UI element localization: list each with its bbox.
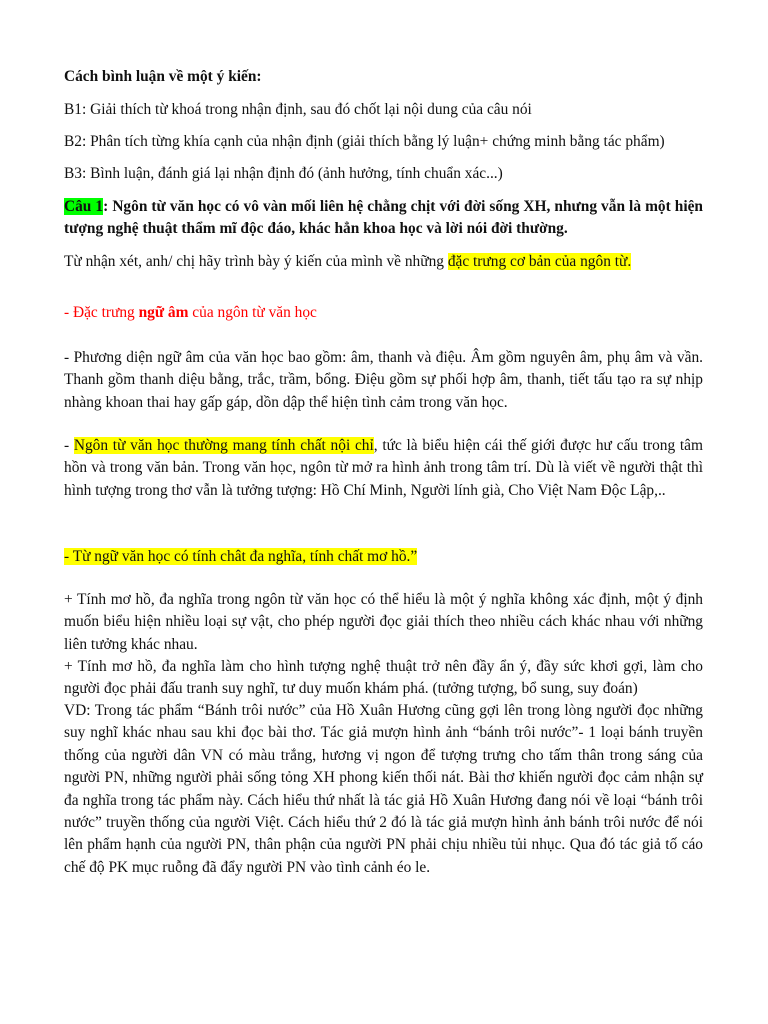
step-3: B3: Bình luận, đánh giá lại nhận định đó (ảnh hưởng, tính chuẩn xác...) (64, 165, 503, 182)
section-heading-suffix: của ngôn từ văn học (188, 304, 317, 321)
step-2: B2: Phân tích từng khía cạnh của nhận định (giải thích bằng lý luận+ chứng minh bằng tác phẩm) (64, 133, 665, 150)
paragraph-rest: , tức là biểu hiện cái thế giới được hư cấu trong tâm hồn và trong văn bản. Trong văn học, ngôn từ mở ra hình ảnh trong tâm trí. Dù là viết về người thật thì hình tượng trong thơ vẫn là tưởng tượng: Hồ Chí Minh, Người lính già, Cho Việt Nam Độc Lập,.. (64, 437, 703, 499)
question-label: Câu 1 (64, 198, 104, 215)
section-heading-phonetics (64, 302, 317, 324)
paragraph-internal-reference (64, 435, 703, 502)
question-colon: : (103, 198, 109, 215)
paragraph-dash: - (64, 437, 74, 454)
step-1: B1: Giải thích từ khoá trong nhận định, sau đó chốt lại nội dung của câu nói (64, 101, 532, 118)
paragraph-example: VD: Trong tác phẩm “Bánh trôi nước” của Hồ Xuân Hương cũng gợi lên trong lòng người đọc những suy nghĩ khác nhau sau khi đọc bài thơ. Tác giả mượn hình ảnh “bánh trôi nước”- 1 loại bánh truyền thống của người dân VN có màu trắng, hương vị ngon để tượng trưng cho tấm thân trong sáng của người PN, những người phải sống tỏng XH phong kiến thối nát. Bài thơ khiến người đọc cảm nhận sự đa nghĩa trong tác phẩm này. Cách hiểu thứ nhất là tác giả Hồ Xuân Hương đang nói về loại “bánh trôi nước” truyền thống của người Việt. Cách hiểu thứ 2 đó là tác giả mượn hình ảnh bánh trôi nước để nói lên phẩm hạnh của người PN, thân phận của người PN phải chịu nhiều tủi nhục. Qua đó tác giả tố cáo chế độ PK mục ruỗng đã đẩy người PN vào tình cảnh éo le. (64, 702, 703, 876)
question-text: Ngôn từ văn học có vô vàn mối liên hệ chằng chịt với đời sống XH, nhưng vẫn là một hiện tượng nghệ thuật thẩm mĩ độc đáo, khác hẳn khoa học và lời nói đời thường. (64, 198, 703, 238)
prompt (64, 251, 703, 273)
document-heading: Cách bình luận về một ý kiến: (64, 68, 262, 85)
paragraph-phonetics: - Phương diện ngữ âm của văn học bao gồm: âm, thanh và điệu. Âm gồm nguyên âm, phụ âm và vần. Thanh gồm thanh diệu bằng, trắc, trầm, bổng. Điệu gồm sự phối hợp âm, thanh, tiết tấu tạo ra sự nhịp nhàng khoan thai hay gấp gáp, dồn dập thể hiện tình cảm trong văn học. (64, 349, 703, 411)
paragraph-ambiguity-effect: + Tính mơ hồ, đa nghĩa làm cho hình tượng nghệ thuật trở nên đầy ẩn ý, đầy sức khơi gợi, làm cho người đọc phải đấu tranh suy nghĩ, tư duy muốn khám phá. (tưởng tượng, bổ sung, suy đoán) (64, 658, 703, 698)
question-1 (64, 196, 703, 241)
section-heading-prefix: - Đặc trưng (64, 304, 139, 321)
section-heading-ambiguity-text: - Từ ngữ văn học có tính chât đa nghĩa, tính chất mơ hồ.” (64, 548, 418, 565)
section-heading-ambiguity (64, 546, 417, 568)
paragraph-ambiguity-definition: + Tính mơ hồ, đa nghĩa trong ngôn từ văn học có thể hiểu là một ý nghĩa không xác định, một ý định muốn biểu hiện nhiều loại sự vật, cho phép người đọc giải thích theo nhiều cách khác nhau với những liên tưởng khác nhau. (64, 591, 703, 653)
prompt-highlight: đặc trưng cơ bản của ngôn từ. (447, 253, 632, 270)
section-heading-bold: ngữ âm (138, 304, 189, 321)
prompt-text: Từ nhận xét, anh/ chị hãy trình bày ý kiến của mình về những (64, 253, 448, 270)
paragraph-highlight: Ngôn từ văn học thường mang tính chất nội chỉ (73, 437, 374, 454)
